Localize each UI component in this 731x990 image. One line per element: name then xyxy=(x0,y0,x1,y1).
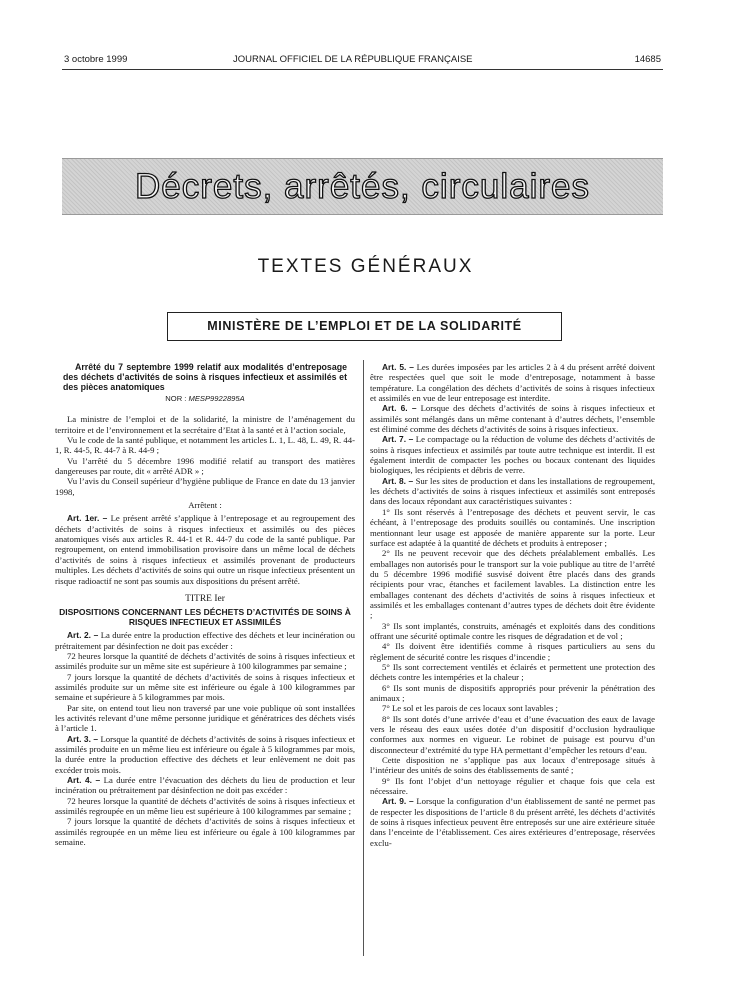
article-label: Art. 9. – xyxy=(382,796,414,807)
article-item: 7° Le sol et les parois de ces locaux sont lavables ; xyxy=(382,703,558,714)
right-column xyxy=(370,362,655,848)
article-7 xyxy=(370,434,655,475)
article-item: 72 heures lorsque la quantité de déchets d’activités de soins à risques infectieux et assimilés regroupée en un même lieu est supérieure à 100 kilogrammes par semaine ; xyxy=(55,795,355,817)
banner-title: Décrets, arrêtés, circulaires xyxy=(135,167,590,206)
article-label: Art. 1er. – xyxy=(67,513,108,524)
article-label: Art. 5. – xyxy=(382,362,414,372)
preamble-paragraph: Vu l’arrêté du 5 décembre 1996 modifié relatif au transport des matières dangereuses par route, dit « arrêté ADR » ; xyxy=(55,455,355,477)
preamble-paragraph: Vu le code de la santé publique, et notamment les articles L. 1, L. 48, L. 49, R. 44-1, R. 44-5, R. 44-7 à R. 44-9 ; xyxy=(55,435,355,456)
section-title: TEXTES GÉNÉRAUX xyxy=(257,256,474,277)
article-item: 7 jours lorsque la quantité de déchets d’activités de soins à risques infectieux et assimilés produite sur un même site est inférieure ou égale à 100 kilogrammes par semaine et supérieure à 5 kilogrammes par mois. xyxy=(55,671,355,703)
article-item: 72 heures lorsque la quantité de déchets d’activités de soins à risques infectieux et assimilés produite sur un même site est supérieure à 100 kilogrammes par semaine ; xyxy=(55,650,355,672)
titre-heading: TITRE Ier xyxy=(185,593,225,604)
ministry-box: MINISTÈRE DE L’EMPLOI ET DE LA SOLIDARITÉ xyxy=(167,312,562,341)
article-text: Lorsque des déchets d’activités de soins à risques infectieux et assimilés sont mélangés dans un même contenant à d’autres déchets, l’ensemble est éliminé comme des déchets d’activités de soins à risques infectieux. xyxy=(370,403,655,435)
article-label: Art. 6. – xyxy=(382,403,417,414)
article-item: 7 jours lorsque la quantité de déchets d’activités de soins à risques infectieux et assimilés regroupée en un même lieu est inférieure ou égale à 100 kilogrammes par semaine. xyxy=(55,816,355,848)
article-item: 5° Ils sont correctement ventilés et éclairés et permettent une protection des déchets contre les intempéries et la chaleur ; xyxy=(370,661,655,683)
article-text: Le présent arrêté s’applique à l’entreposage et au regroupement des déchets d’activités de soins à risques infectieux et assimilés ou des pièces anatomiques visés aux articles R. 44-1 et R. 44-7 du code de la santé publique. Par regroupement, on entend immobilisation provisoire dans un même local de déchets d’activités de soins à risques infectieux et assimilés provenant de producteurs multiples. Les déchets d’activités de soins qui outre un risque infectieux présentent un risque radioactif ne sont pas soumis aux dispositions du présent arrêté. xyxy=(55,513,355,586)
article-text: Sur les sites de production et dans les installations de regroupement, les déchets d’activités de soins à risques infectieux et assimilés sont entreposés dans des locaux répondant aux caractéristiques suivantes : xyxy=(370,475,655,507)
left-column xyxy=(55,362,355,847)
article-text: Lorsque la quantité de déchets d’activités de soins à risques infectieux et assimilés produite en un même lieu est inférieure ou égale à 5 kilogrammes par mois, la durée entre la production effective des déchets et leur enlèvement ne doit pas excéder trois mois. xyxy=(55,733,356,775)
column-divider xyxy=(363,360,364,956)
article-9 xyxy=(370,796,655,848)
article-label: Art. 7. – xyxy=(382,434,414,445)
preamble-paragraph: Vu l’avis du Conseil supérieur d’hygiène publique de France en date du 13 janvier 1998, xyxy=(55,476,355,497)
header-date: 3 octobre 1999 xyxy=(64,54,128,65)
arretent-heading: Arrêtent : xyxy=(188,500,222,511)
article-text: La durée entre l’évacuation des déchets du lieu de production et leur incinération ou prétraitement par désinfection ne doit pas excéder : xyxy=(55,775,355,796)
article-text: La durée entre la production effective des déchets et leur incinération ou prétraitement par désinfection ne doit pas excéder : xyxy=(55,630,355,651)
section-banner xyxy=(62,158,663,215)
article-item: 2° Ils ne peuvent recevoir que des déchets préalablement emballés. Les emballages non autorisés pour le transport sur la voie publique au titre de l’arrêté du 5 décembre 1996 modifié susvisé doivent être placés dans des grands récipients pour vrac, étanches et facilement lavables. La distinction entre les emballages contenant des déchets d’activités de soins à risques infectieux et assimilés et les emballages contenant d’autres types de déchets doit être évidente ; xyxy=(370,548,655,621)
article-item: 8° Ils sont dotés d’une arrivée d’eau et d’une évacuation des eaux de lavage vers le réseau des eaux usées dotée d’un dispositif d’occlusion hydraulique conformes aux normes en vigueur. Le robinet de puisage est pourvu d’un disconnecteur d’extrémité du type HA permettant d’empêcher les retours d’eau. xyxy=(370,713,655,755)
article-text: Les durées imposées par les articles 2 à 4 du présent arrêté doivent être respectées quel que soit le mode d’entreposage, notamment à basse température. La congélation des déchets d’activités de soins à risques infectieux et assimilés en vue de leur entreposage est interdite. xyxy=(370,362,655,404)
decree-title: Arrêté du 7 septembre 1999 relatif aux modalités d’entreposage des déchets d’activités de soins à risques infectieux et assimilés et des pièces anatomiques xyxy=(63,362,347,392)
header-page-number: 14685 xyxy=(634,54,661,65)
article-8 xyxy=(370,476,655,507)
article-label: Art. 3. – xyxy=(67,733,99,744)
preamble-paragraph: La ministre de l’emploi et de la solidarité, la ministre de l’aménagement du territoire et de l’environnement et la secrétaire d’Etat à la santé et à l’action sociale, xyxy=(55,414,355,435)
article-6 xyxy=(370,403,655,434)
nor-label: NOR : xyxy=(165,394,187,403)
article-text: Lorsque la configuration d’un établissement de santé ne permet pas de respecter les dispositions de l’article 8 du présent arrêté, les déchets d’activités de soins à risques infectieux peuvent être entreposés sur une aire extérieure située dans l’enceinte de l’établissement. Ces aires extérieures d’entreposage, réservées exclu- xyxy=(370,796,656,848)
article-item: 4° Ils doivent être identifiés comme à risques particuliers au sens du règlement de sécurité contre les risques d’incendie ; xyxy=(370,641,655,662)
article-item: 6° Ils sont munis de dispositifs appropriés pour prévenir la pénétration des animaux ; xyxy=(370,682,655,703)
header-rule xyxy=(62,69,663,70)
article-text: Le compactage ou la réduction de volume des déchets d’activités de soins à risques infectieux et assimilés par toute autre technique est interdit. Il est également interdit de compacter les poches ou bocaux contenant des liquides biologiques, les récipients et débris de verre. xyxy=(370,434,656,476)
header-journal-title: JOURNAL OFFICIEL DE LA RÉPUBLIQUE FRANÇAISE xyxy=(233,54,473,65)
titre-subheading: DISPOSITIONS CONCERNANT LES DÉCHETS D’ACTIVITÉS DE SOINS À RISQUES INFECTIEUX ET ASSIMILÉS xyxy=(59,607,351,628)
nor-code: MESP9922895A xyxy=(188,394,245,403)
article-label: Art. 4. – xyxy=(67,775,101,785)
article-1 xyxy=(55,513,355,585)
article-item: 9° Ils font l’objet d’un nettoyage régulier et chaque fois que cela est nécessaire. xyxy=(370,775,655,797)
article-2 xyxy=(55,630,355,651)
nor-reference xyxy=(55,394,355,404)
article-label: Art. 8. – xyxy=(382,475,414,486)
article-item: 3° Ils sont implantés, construits, aménagés et exploités dans des conditions offrant une sécurité optimale contre les risques de dégradation et de vol ; xyxy=(370,620,655,641)
article-item: Par site, on entend tout lieu non traversé par une voie publique où sont installées les activités relevant d’une même personne juridique et génératrices des déchets visés à l’article 1. xyxy=(55,702,355,734)
article-label: Art. 2. – xyxy=(67,630,99,641)
article-3 xyxy=(55,734,355,775)
article-item: Cette disposition ne s’applique pas aux locaux d’entreposage situés à l’intérieur des unités de soins des établissements de santé ; xyxy=(370,755,655,776)
article-4 xyxy=(55,775,355,796)
article-item: 1° Ils sont réservés à l’entreposage des déchets et peuvent servir, le cas échéant, à l’entreposage des produits souillés ou contaminés. Une inscription mentionnant leur usage est apposée de manière apparente sur la porte. Leur surface est adaptée à la quantité de déchets et produits à entreposer ; xyxy=(370,506,655,548)
article-5 xyxy=(370,362,655,403)
